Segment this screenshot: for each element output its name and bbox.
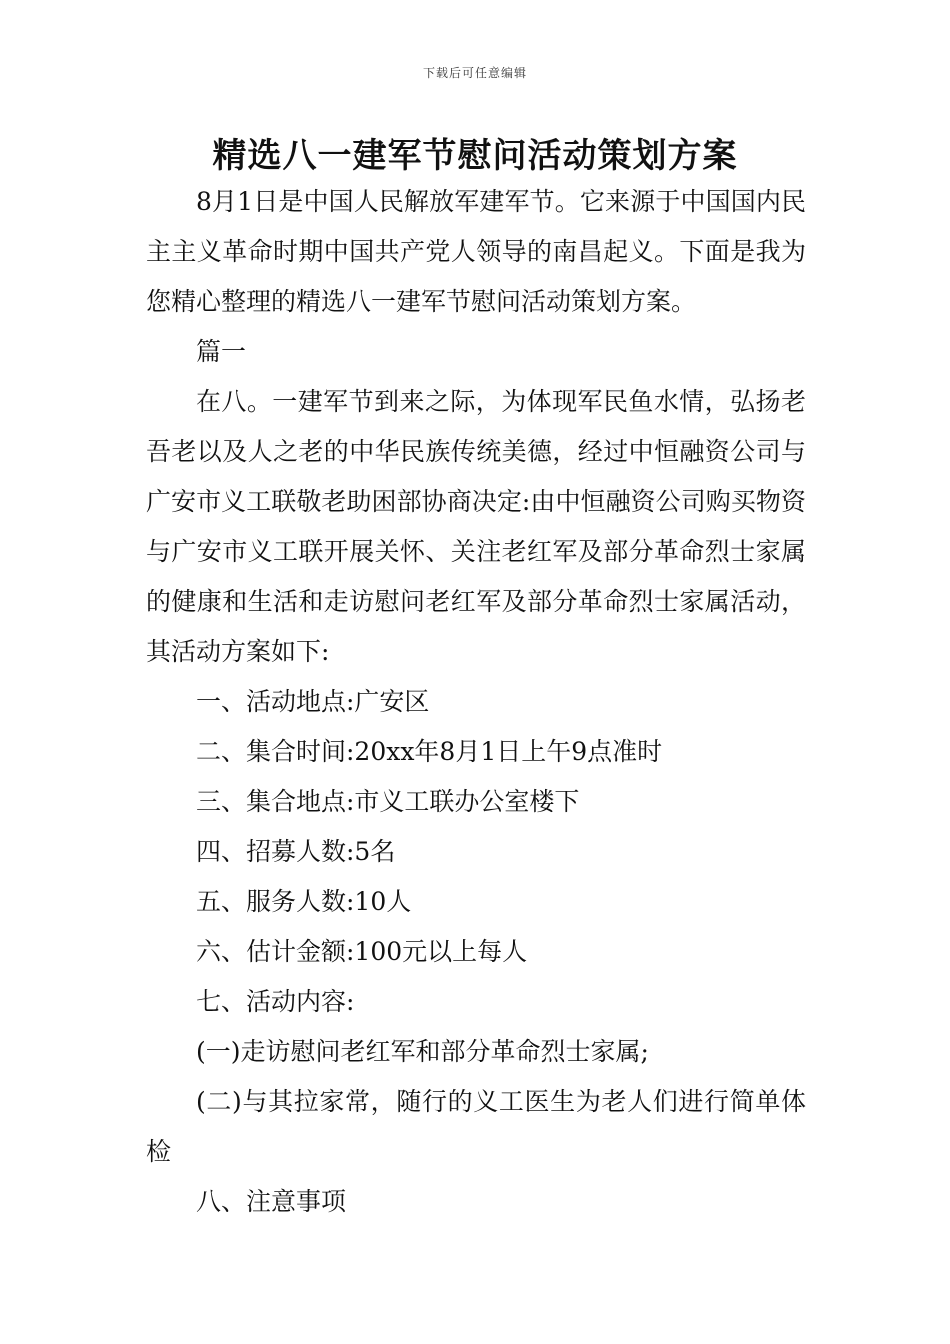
list-item: 八、注意事项 — [196, 1187, 347, 1216]
sub-list-item: (二)与其拉家常，随行的义工医生为老人们进行简单体检 — [146, 1087, 806, 1166]
list-item: 六、估计金额:100元以上每人 — [196, 937, 528, 966]
section-heading: 篇一 — [196, 337, 247, 366]
list-item: 二、集合时间:20xx年8月1日上午9点准时 — [196, 737, 663, 766]
sub-list-item: (一)走访慰问老红军和部分革命烈士家属; — [196, 1037, 649, 1066]
list-item: 四、招募人数:5名 — [196, 837, 396, 866]
list-item: 三、集合地点:市义工联办公室楼下 — [196, 787, 580, 816]
document-body — [146, 177, 806, 1227]
document-title: 精选八一建军节慰问活动策划方案 — [212, 136, 738, 176]
body-paragraph: 在八。一建军节到来之际，为体现军民鱼水情，弘扬老吾老以及人之老的中华民族传统美德，经过中恒融资公司与广安市义工联敬老助困部协商决定:由中恒融资公司购买物资与广安市义工联开展关怀、关注老红军及部分革命烈士家属的健康和生活和走访慰问老红军及部分革命烈士家属活动，其活动方案如下: — [146, 387, 806, 666]
list-item: 七、活动内容: — [196, 987, 355, 1016]
header-note: 下载后可任意编辑 — [422, 66, 527, 80]
list-item: 五、服务人数:10人 — [196, 887, 412, 916]
intro-paragraph: 8月1日是中国人民解放军建军节。它来源于中国国内民主主义革命时期中国共产党人领导的南昌起义。下面是我为您精心整理的精选八一建军节慰问活动策划方案。 — [146, 187, 806, 316]
list-item: 一、活动地点:广安区 — [196, 687, 430, 716]
